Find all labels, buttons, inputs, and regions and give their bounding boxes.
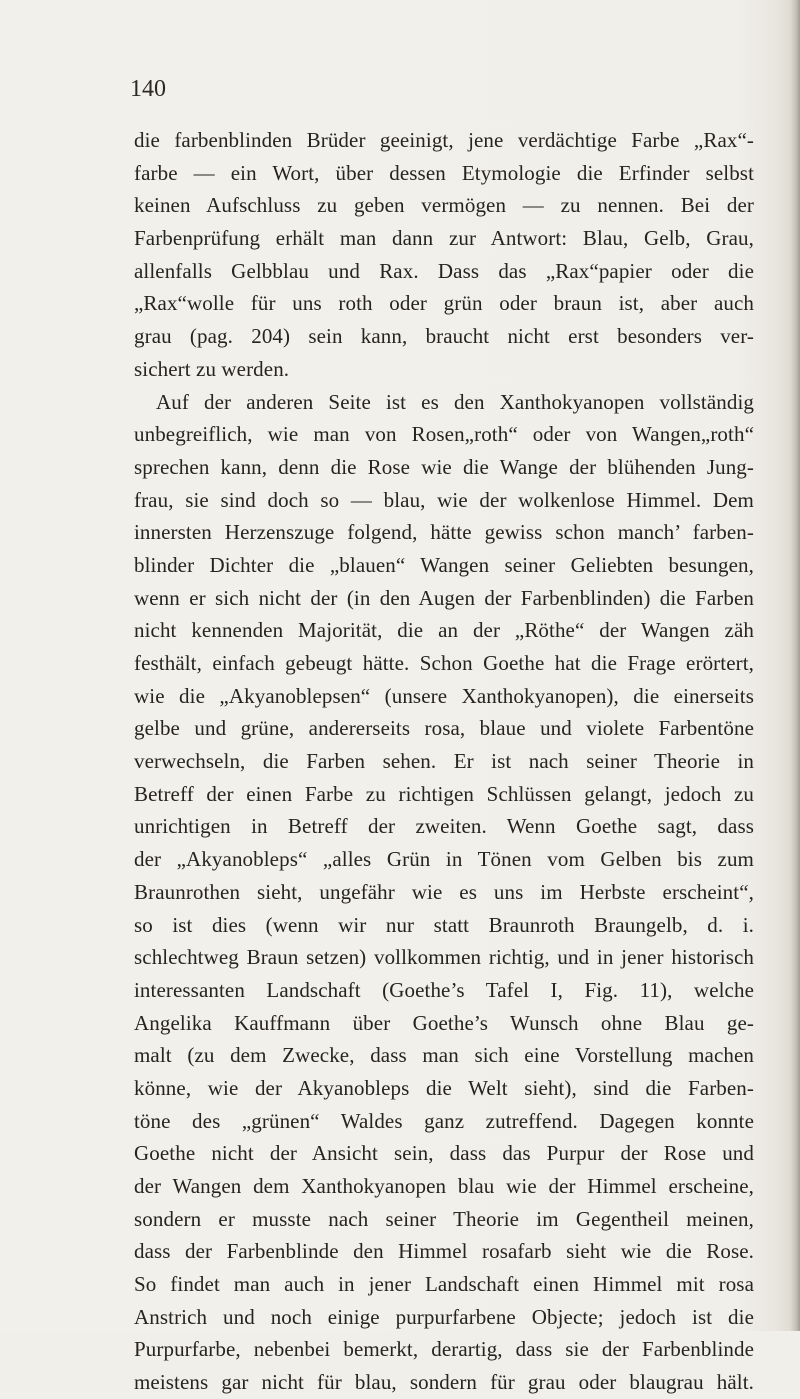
text-line: farbe — ein Wort, über dessen Etymologie die Erfinder selbst [134, 160, 754, 185]
text-line: Goethe nicht der Ansicht sein, dass das Purpur der Rose und [134, 1141, 754, 1166]
text-line: der Wangen dem Xanthokyanopen blau wie der Himmel erscheine, [134, 1174, 754, 1198]
text-line: schlechtweg Braun setzen) vollkommen richtig, und in jener historisch [134, 945, 754, 970]
text-line: töne des „grünen“ Waldes ganz zutreffend. Dagegen konnte [134, 1108, 754, 1133]
text-line: Farbenprüfung erhält man dann zur Antwort: Blau, Gelb, Grau, [134, 226, 754, 251]
text-line: So findet man auch in jener Landschaft einen Himmel mit rosa [134, 1272, 754, 1297]
text-line: grau (pag. 204) sein kann, braucht nicht erst besonders ver- [134, 324, 754, 349]
text-line: wenn er sich nicht der (in den Augen der Farbenblinden) die Farben [134, 585, 754, 610]
text-line: meistens gar nicht für blau, sondern für grau oder blaugrau hält. [134, 1370, 754, 1395]
text-line: blinder Dichter die „blauen“ Wangen seiner Geliebten besungen, [134, 552, 754, 577]
text-line: gelbe und grüne, andererseits rosa, blaue und violete Farbentöne [134, 716, 754, 741]
text-line: dass der Farbenblinde den Himmel rosafarb sieht wie die Rose. [134, 1239, 754, 1264]
text-line: „Rax“wolle für uns roth oder grün oder braun ist, aber auch [134, 291, 754, 316]
text-line: wie die „Akyanoblepsen“ (unsere Xanthokyanopen), die einerseits [134, 683, 754, 708]
text-line: festhält, einfach gebeugt hätte. Schon Goethe hat die Frage erörtert, [134, 651, 754, 675]
text-line: interessanten Landschaft (Goethe’s Tafel I, Fig. 11), welche [134, 977, 754, 1002]
text-line: sondern er musste nach seiner Theorie im Gegentheil meinen, [134, 1206, 754, 1231]
text-line: frau, sie sind doch so — blau, wie der wolkenlose Himmel. Dem [134, 487, 754, 512]
text-line: Anstrich und noch einige purpurfarbene Objecte; jedoch ist die [134, 1304, 754, 1329]
text-line: nicht kennenden Majorität, die an der „Röthe“ der Wangen zäh [134, 618, 754, 643]
text-line: sprechen kann, denn die Rose wie die Wange der blühenden Jung- [134, 454, 754, 479]
text-line: der „Akyanobleps“ „alles Grün in Tönen vom Gelben bis zum [134, 847, 754, 872]
text-line: unrichtigen in Betreff der zweiten. Wenn Goethe sagt, dass [134, 814, 754, 839]
text-line: allenfalls Gelbblau und Rax. Dass das „Rax“papier oder die [134, 258, 754, 283]
text-line: verwechseln, die Farben sehen. Er ist nach seiner Theorie in [134, 749, 754, 774]
page-edge-shadow [790, 0, 800, 1331]
text-line: malt (zu dem Zwecke, dass man sich eine Vorstellung machen [134, 1043, 754, 1068]
text-line: unbegreiflich, wie man von Rosen„roth“ oder von Wangen„roth“ [134, 422, 754, 447]
text-line: innersten Herzenszuge folgend, hätte gewiss schon manch’ farben- [134, 520, 754, 545]
text-line: könne, wie der Akyanobleps die Welt sieht), sind die Farben- [134, 1075, 754, 1100]
text-line: sichert zu werden. [134, 356, 290, 381]
text-line: Auf der anderen Seite ist es den Xanthokyanopen vollständig [156, 389, 754, 414]
text-line: keinen Aufschluss zu geben vermögen — zu nennen. Bei der [134, 193, 754, 218]
text-line: die farbenblinden Brüder geeinigt, jene verdächtige Farbe „Rax“- [134, 128, 754, 152]
text-line: so ist dies (wenn wir nur statt Braunroth Braungelb, d. i. [134, 912, 754, 937]
text-line: Angelika Kauffmann über Goethe’s Wunsch ohne Blau ge- [134, 1010, 754, 1035]
text-line: Purpurfarbe, nebenbei bemerkt, derartig, dass sie der Farbenblinde [134, 1337, 754, 1362]
body-text [134, 124, 754, 1399]
page-number: 140 [130, 76, 166, 102]
text-line: Betreff der einen Farbe zu richtigen Schlüssen gelangt, jedoch zu [134, 781, 754, 806]
text-line: Braunrothen sieht, ungefähr wie es uns im Herbste erscheint“, [134, 879, 754, 904]
